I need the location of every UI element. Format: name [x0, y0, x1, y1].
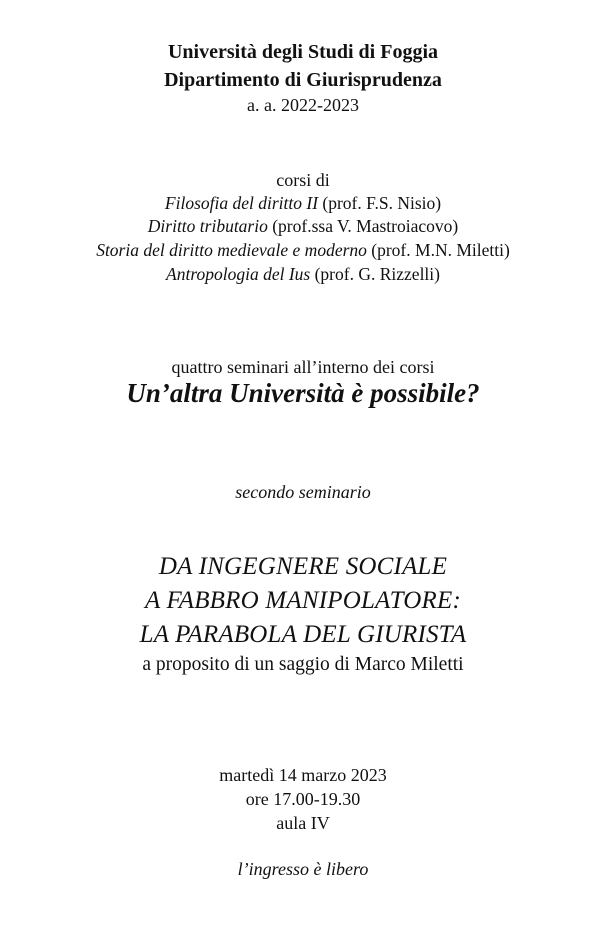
academic-year: a. a. 2022-2023: [247, 95, 359, 115]
course-teacher: (prof.ssa V. Mastroiacovo): [267, 216, 459, 236]
course-name: Antropologia del Ius: [166, 264, 311, 284]
course-teacher: (prof. G. Rizzelli): [310, 264, 440, 284]
seminar-title-line: DA INGEGNERE SOCIALE: [158, 553, 448, 580]
course-teacher: (prof. M.N. Miletti): [366, 240, 510, 260]
university-name: Università degli Studi di Foggia: [167, 41, 439, 63]
seminar-ordinal: secondo seminario: [235, 482, 371, 502]
event-date: martedì 14 marzo 2023: [219, 765, 387, 785]
course-name: Diritto tributario: [147, 216, 268, 236]
series-title: Un’altra Università è possibile?: [126, 378, 480, 408]
course-line: [0, 216, 606, 237]
course-teacher: (prof. F.S. Nisio): [318, 193, 442, 213]
seminar-title-line: A FABBRO MANIPOLATORE:: [145, 587, 461, 614]
seminar-title-line: LA PARABOLA DEL GIURISTA: [139, 621, 467, 648]
series-intro: quattro seminari all’interno dei corsi: [171, 357, 435, 377]
event-room: aula IV: [276, 813, 330, 833]
event-time: ore 17.00-19.30: [245, 789, 361, 809]
courses-intro: corsi di: [276, 170, 330, 190]
course-line: [0, 240, 606, 261]
course-line: [0, 264, 606, 285]
course-line: [0, 193, 606, 214]
seminar-subtitle: a proposito di un saggio di Marco Miletti: [142, 654, 464, 675]
course-name: Filosofia del diritto II: [164, 193, 319, 213]
course-name: Storia del diritto medievale e moderno: [96, 240, 367, 260]
entry-note: l’ingresso è libero: [237, 859, 369, 879]
department-name: Dipartimento di Giurisprudenza: [164, 69, 442, 91]
